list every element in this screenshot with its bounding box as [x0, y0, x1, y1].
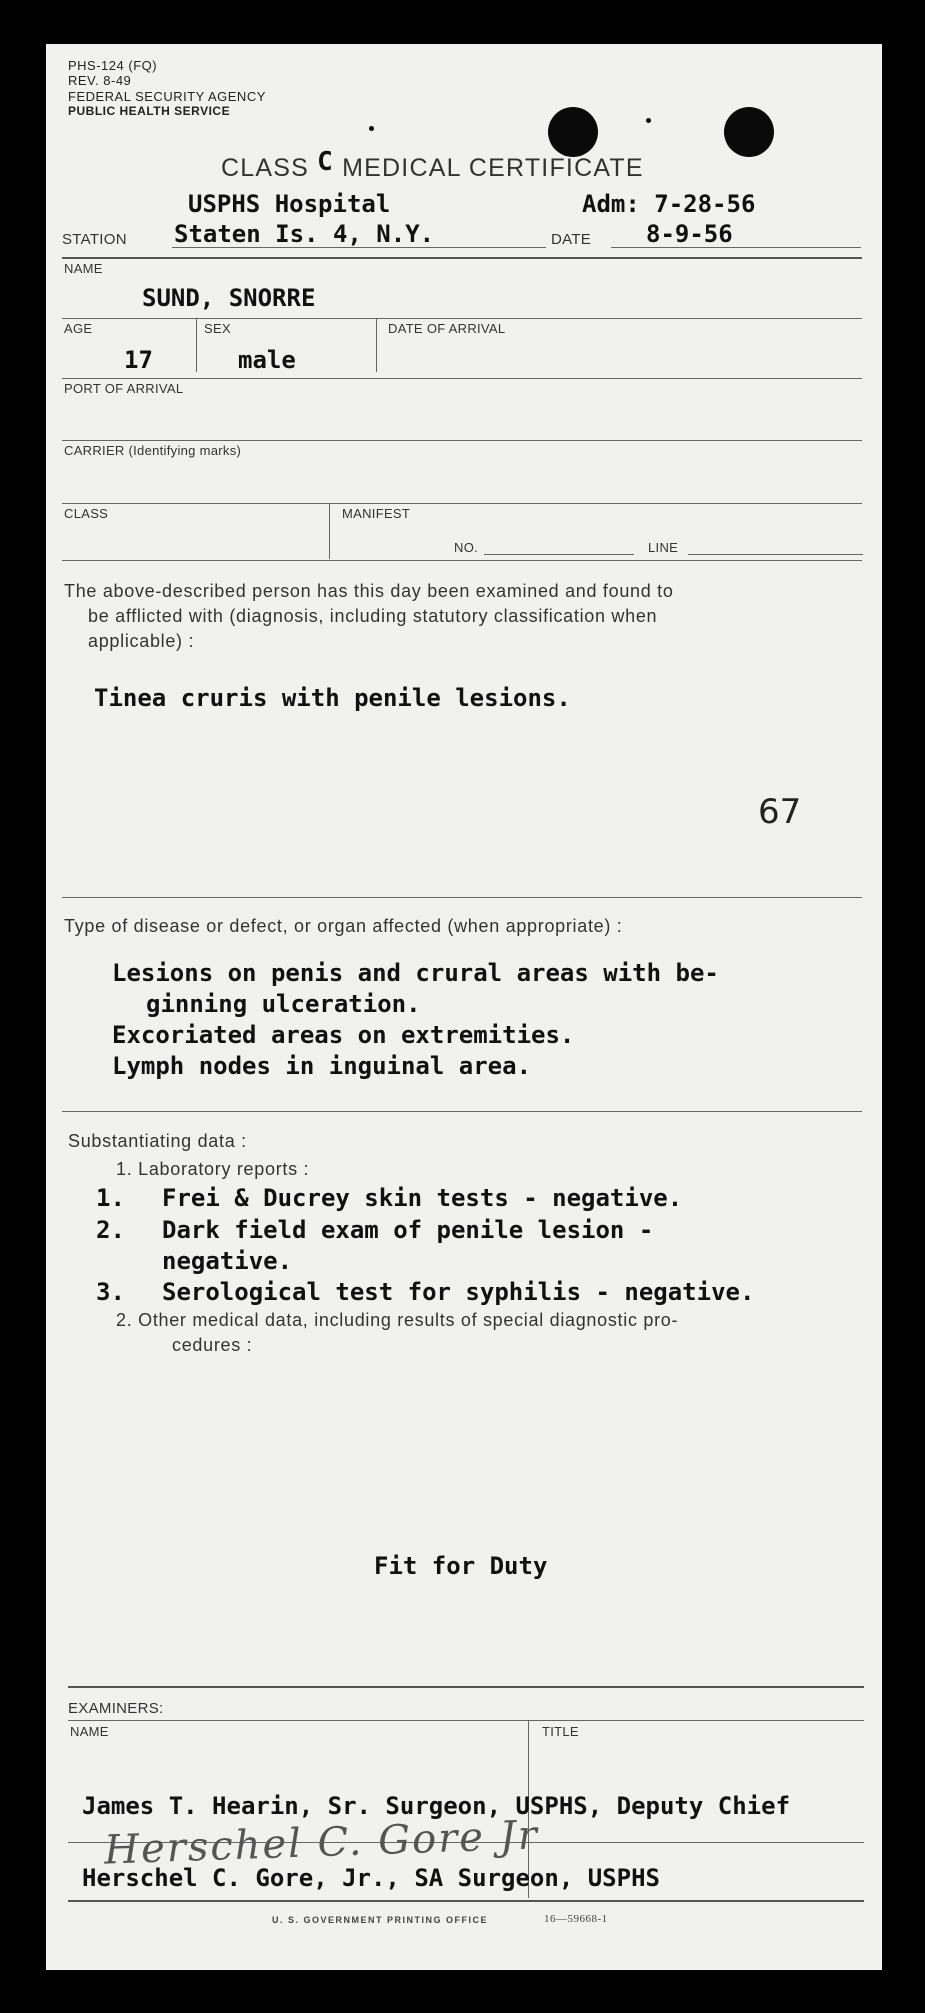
manifest-no-label: NO.: [454, 540, 479, 555]
examiners-top-rule: [68, 1686, 864, 1688]
other-data-label-line2: cedures :: [172, 1335, 253, 1355]
examiner-signature: Herschel C. Gore Jr: [103, 1812, 540, 1874]
other-data-label-line1: 2. Other medical data, including results of special diagnostic pro-: [116, 1310, 679, 1330]
disease-line-3: Excoriated areas on extremities.: [112, 1021, 575, 1049]
date-underline: [611, 247, 861, 248]
arrival-date-label: DATE OF ARRIVAL: [388, 321, 506, 336]
examiner-2: Herschel C. Gore, Jr., SA Surgeon, USPHS: [82, 1864, 660, 1892]
certificate-title: [221, 147, 644, 183]
manifest-line-label: LINE: [648, 540, 679, 555]
disease-label: Type of disease or defect, or organ affected (when appropriate) :: [64, 916, 623, 936]
certificate-paper: [46, 44, 882, 1970]
diagnosis-text: Tinea cruris with penile lesions.: [94, 684, 571, 712]
punch-hole-right: [724, 107, 774, 157]
diagnosis-intro-line3: applicable) :: [88, 631, 195, 651]
lab-item-1-text: Frei & Ducrey skin tests - negative.: [162, 1184, 683, 1212]
manifest-divider: [329, 503, 330, 559]
date-label: DATE: [551, 231, 592, 248]
printing-office: U. S. GOVERNMENT PRINTING OFFICE: [272, 1915, 489, 1925]
disease-line-4: Lymph nodes in inguinal area.: [112, 1052, 532, 1080]
station-underline: [172, 247, 546, 248]
ink-speck: [646, 118, 651, 123]
class-value: C: [317, 147, 334, 177]
sex-label: SEX: [204, 321, 231, 336]
form-service: PUBLIC HEALTH SERVICE: [68, 104, 231, 118]
handwritten-number: 67: [758, 792, 802, 832]
class-row-bottom-rule: [62, 560, 862, 561]
lab-item-2-number: 2.: [96, 1216, 125, 1244]
station-label: STATION: [62, 231, 127, 248]
admission-date: Adm: 7-28-56: [582, 190, 756, 218]
examiner-name-label: NAME: [70, 1724, 109, 1739]
name-top-rule: [62, 257, 862, 259]
lab-item-2-text: Dark field exam of penile lesion -: [162, 1216, 654, 1244]
manifest-line-underline: [688, 554, 863, 555]
hospital-name: USPHS Hospital: [188, 190, 391, 218]
diagnosis-intro-line2: be afflicted with (diagnosis, including statutory classification when: [88, 606, 658, 626]
form-agency: FEDERAL SECURITY AGENCY: [68, 89, 266, 104]
substantiating-label: Substantiating data :: [68, 1131, 247, 1151]
examiner-1: James T. Hearin, Sr. Surgeon, USPHS, Deputy Chief: [82, 1792, 791, 1820]
patient-sex: male: [238, 346, 296, 374]
diagnosis-bottom-rule: [62, 897, 862, 898]
disease-bottom-rule: [62, 1111, 862, 1112]
port-of-arrival-label: PORT OF ARRIVAL: [64, 381, 184, 396]
sex-divider: [376, 318, 377, 372]
age-divider: [196, 318, 197, 372]
lab-item-1-number: 1.: [96, 1184, 125, 1212]
patient-age: 17: [124, 346, 153, 374]
age-label: AGE: [64, 321, 93, 336]
title-suffix: MEDICAL CERTIFICATE: [342, 154, 644, 182]
class-row-rule: [62, 503, 862, 504]
disease-line-2: ginning ulceration.: [146, 990, 421, 1018]
diagnosis-intro-line1: The above-described person has this day been examined and found to: [64, 581, 674, 601]
class-label: CLASS: [64, 506, 109, 521]
station-value: Staten Is. 4, N.Y.: [174, 220, 435, 248]
fitness-conclusion: Fit for Duty: [374, 1552, 548, 1580]
disease-line-1: Lesions on penis and crural areas with be-: [112, 959, 719, 987]
name-label: NAME: [64, 261, 103, 276]
manifest-label: MANIFEST: [342, 506, 411, 521]
punch-hole-left: [548, 107, 598, 157]
date-value: 8-9-56: [646, 220, 733, 248]
examiners-header-rule: [68, 1720, 864, 1721]
lab-reports-label: 1. Laboratory reports :: [116, 1159, 310, 1179]
patient-name: SUND, SNORRE: [142, 284, 316, 312]
manifest-no-underline: [484, 554, 634, 555]
ink-speck: [369, 126, 374, 131]
lab-item-2-continuation: negative.: [162, 1247, 293, 1275]
carrier-row-rule: [62, 440, 862, 441]
lab-item-3-text: Serological test for syphilis - negative.: [162, 1278, 755, 1306]
printing-code: 16—59668-1: [544, 1913, 608, 1925]
port-row-rule: [62, 378, 862, 379]
form-revision: REV. 8-49: [68, 73, 132, 88]
form-code: PHS-124 (FQ): [68, 58, 158, 73]
lab-item-3-number: 3.: [96, 1278, 125, 1306]
age-row-rule: [62, 318, 862, 319]
title-prefix: CLASS: [221, 154, 309, 182]
examiner-title-label: TITLE: [542, 1724, 579, 1739]
examiners-label: EXAMINERS:: [68, 1700, 164, 1717]
examiners-bottom-rule: [68, 1900, 864, 1902]
carrier-label: CARRIER (Identifying marks): [64, 443, 242, 458]
